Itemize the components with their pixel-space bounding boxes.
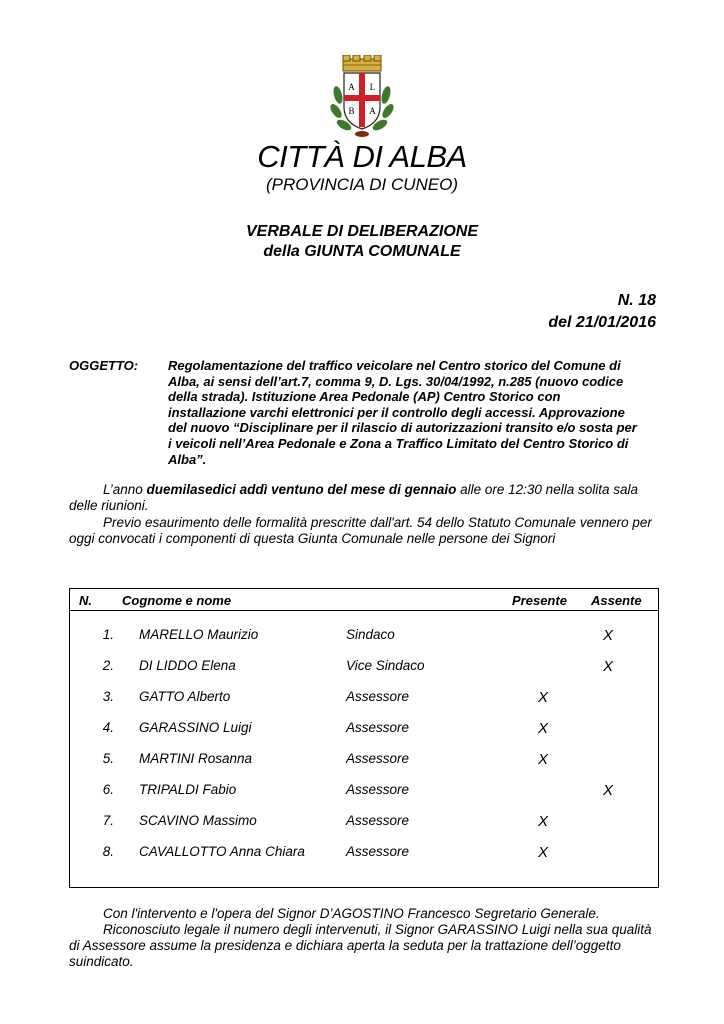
member-role: Assessore	[346, 782, 410, 797]
row-number: 6.	[102, 782, 114, 797]
document-number: N. 18	[617, 292, 656, 309]
table-row	[70, 658, 658, 678]
intro-paragraph-1	[69, 482, 659, 514]
intro-text-pre: L’anno	[103, 482, 147, 497]
document-date: del 21/01/2016	[548, 314, 656, 331]
crest-icon	[330, 55, 394, 139]
member-role: Assessore	[346, 751, 410, 766]
header-name: Cognome e nome	[122, 593, 232, 608]
member-role: Assessore	[346, 689, 410, 704]
crest-letter-1: A	[348, 82, 355, 92]
member-role: Assessore	[346, 813, 410, 828]
table-row	[70, 751, 658, 771]
city-crest	[330, 55, 394, 139]
present-mark: X	[538, 720, 549, 737]
row-number: 2.	[102, 658, 114, 673]
subject-line: i veicoli nell’Area Pedonale e Zona a Traffico Limitato del Centro Storico di	[168, 435, 629, 451]
table-row	[70, 813, 658, 833]
table-row	[70, 627, 658, 647]
row-number: 1.	[102, 627, 114, 642]
document-type-line-1: VERBALE DI DELIBERAZIONE	[245, 223, 478, 240]
subject-line: Regolamentazione del traffico veicolare nel Centro storico del Comune di	[168, 358, 621, 373]
subject-line: Alba”.	[168, 451, 207, 467]
member-name: TRIPALDI Fabio	[139, 782, 237, 797]
row-number: 8.	[102, 844, 114, 859]
absent-mark: X	[603, 658, 614, 675]
attendance-table	[69, 588, 659, 888]
present-mark: X	[538, 844, 549, 861]
absent-mark: X	[603, 782, 614, 799]
present-mark: X	[538, 751, 549, 768]
city-title: CITTÀ DI ALBA	[257, 139, 467, 174]
subject-line: installazione varchi elettronici per il controllo degli accessi. Approvazione	[168, 404, 625, 420]
row-number: 7.	[102, 813, 114, 828]
crest-letter-2: L	[369, 82, 376, 92]
row-number: 4.	[102, 720, 114, 735]
member-role: Vice Sindaco	[346, 658, 425, 673]
header-present: Presente	[512, 593, 567, 608]
crest-letter-3: B	[348, 106, 355, 116]
document-number-block	[548, 290, 656, 334]
attendance-table-header	[70, 589, 658, 611]
member-name: MARELLO Maurizio	[139, 627, 259, 642]
intro-text-post: alle ore 12:30 nella solita sala delle riunioni.	[69, 482, 638, 513]
member-name: GATTO Alberto	[139, 689, 231, 704]
closing-paragraph-2: Riconosciuto legale il numero degli intervenuti, il Signor GARASSINO Luigi nella sua qualità di Assessore assume la presidenza e dichiara aperta la seduta per la trattazione dell’oggetto suindicato.	[69, 922, 652, 969]
member-name: SCAVINO Massimo	[139, 813, 257, 828]
document-type-line-2: della GIUNTA COMUNALE	[263, 243, 461, 260]
member-name: MARTINI Rosanna	[139, 751, 253, 766]
table-row	[70, 689, 658, 709]
intro-date-text: duemilasedici addì ventuno del mese di gennaio	[146, 482, 457, 497]
member-role: Assessore	[346, 720, 410, 735]
subject-line: Alba, ai sensi dell’art.7, comma 9, D. Lgs. 30/04/1992, n.285 (nuovo codice	[168, 373, 624, 389]
table-row	[70, 844, 658, 864]
subject-text	[168, 358, 658, 467]
document-type	[0, 222, 724, 262]
subject-label: OGGETTO:	[69, 358, 139, 373]
crown-icon	[343, 55, 381, 71]
row-number: 5.	[102, 751, 114, 766]
member-name: CAVALLOTTO Anna Chiara	[139, 844, 305, 859]
member-role: Sindaco	[346, 627, 395, 642]
table-row	[70, 782, 658, 802]
closing-paragraph-1: Con l'intervento e l'opera del Signor D’AGOSTINO Francesco Segretario Generale.	[103, 906, 600, 921]
absent-mark: X	[603, 627, 614, 644]
present-mark: X	[538, 813, 549, 830]
row-number: 3.	[102, 689, 114, 704]
table-row	[70, 720, 658, 740]
header-absent: Assente	[591, 593, 642, 608]
crest-letter-4: A	[369, 106, 376, 116]
province-subtitle: (PROVINCIA DI CUNEO)	[265, 175, 459, 194]
subject-line: della strada). Istituzione Area Pedonale (AP) Centro Storico con	[168, 389, 561, 405]
header-num: N.	[79, 593, 92, 608]
subject-line: del nuovo “Disciplinare per il rilascio di autorizzazioni transito e/o sosta per	[168, 420, 637, 436]
intro-paragraph-2: Previo esaurimento delle formalità prescritte dall'art. 54 dello Statuto Comunale vennero per oggi convocati i componenti di questa Giunta Comunale nelle persone dei Signori	[69, 515, 652, 546]
member-name: GARASSINO Luigi	[139, 720, 252, 735]
member-name: DI LIDDO Elena	[139, 658, 236, 673]
member-role: Assessore	[346, 844, 410, 859]
present-mark: X	[538, 689, 549, 706]
